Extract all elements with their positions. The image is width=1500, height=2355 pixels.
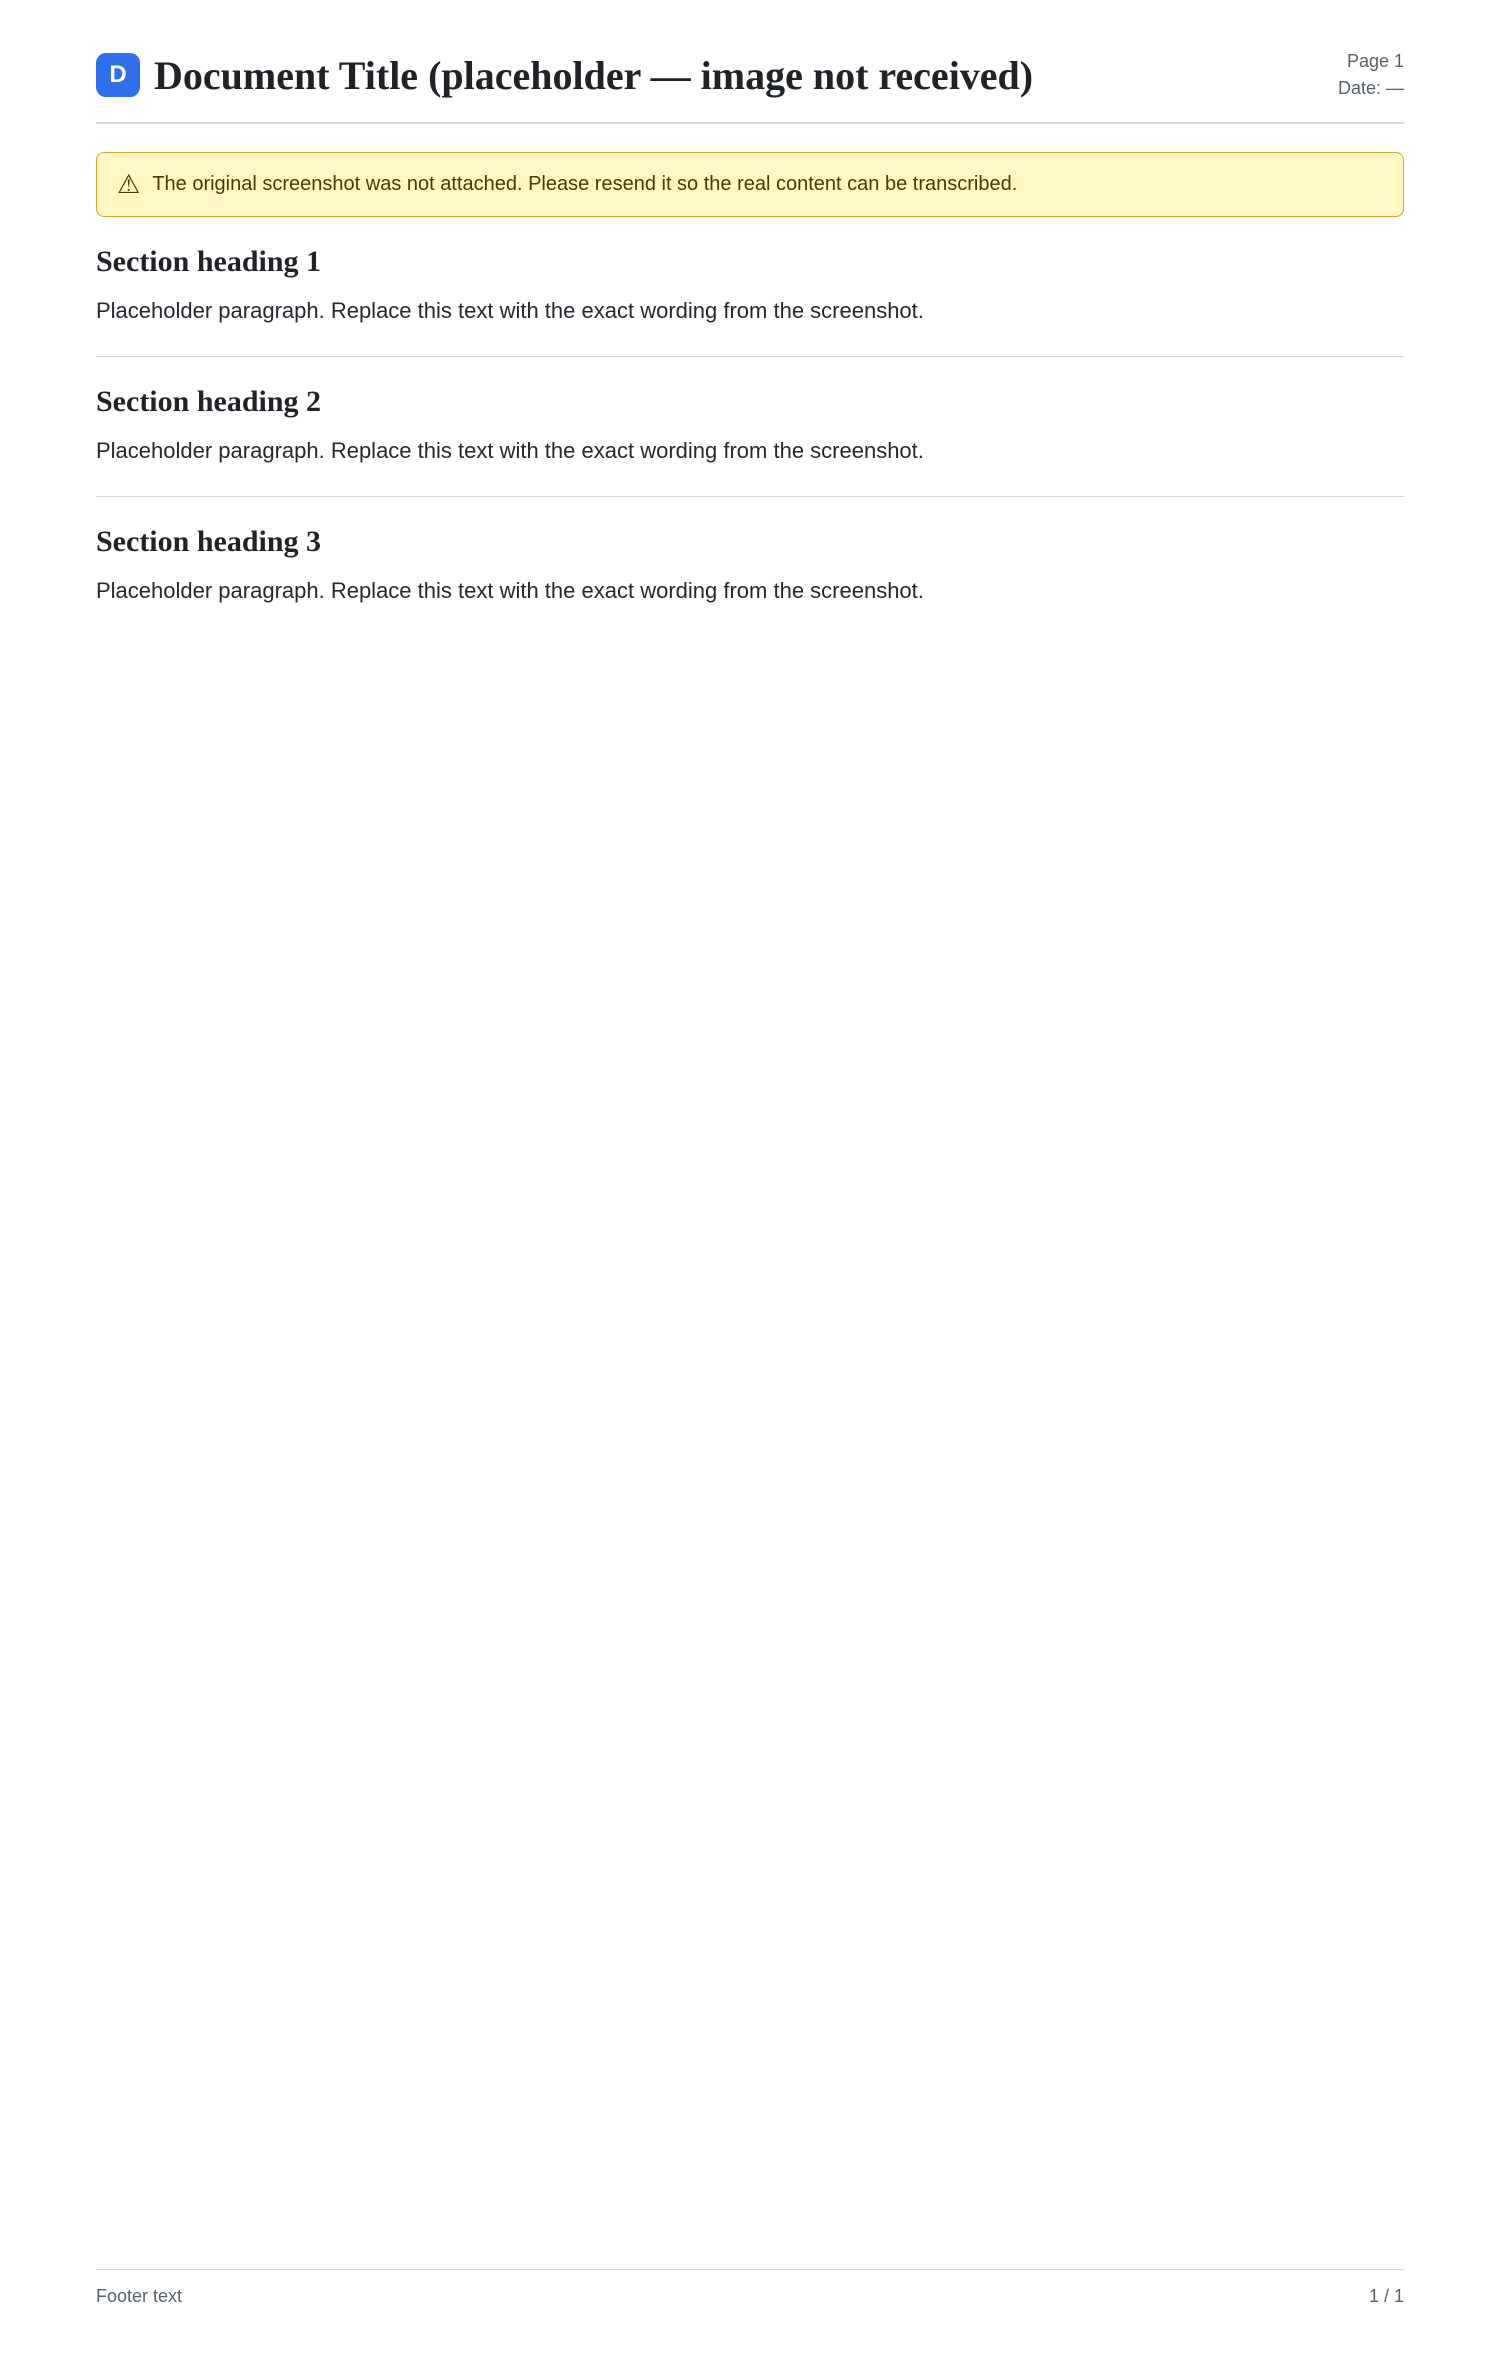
section-body: Placeholder paragraph. Replace this text with the exact wording from the screenshot.	[96, 438, 924, 464]
document-header	[96, 48, 1404, 124]
meta-date: Date: —	[1337, 78, 1404, 98]
page-number: 1 / 1	[1368, 2286, 1404, 2306]
document-footer	[96, 2269, 1404, 2307]
section-1	[96, 245, 1404, 328]
meta-page: Page 1	[1346, 51, 1404, 71]
section-heading: Section heading 1	[96, 245, 322, 278]
section-2	[96, 385, 1404, 468]
section-body: Placeholder paragraph. Replace this text with the exact wording from the screenshot.	[96, 578, 924, 604]
brand-block	[96, 52, 1033, 99]
section-heading: Section heading 3	[96, 525, 322, 559]
logo-icon: D	[96, 53, 140, 97]
notice-text: The original screenshot was not attached. Please resend it so the real content can be transcribed.	[152, 173, 1018, 195]
footer-left: Footer text	[96, 2286, 183, 2306]
section-body: Placeholder paragraph. Replace this text with the exact wording from the screenshot.	[96, 298, 924, 323]
section-3	[96, 525, 1404, 608]
section-heading: Section heading 2	[96, 385, 322, 419]
document-title: Document Title (placeholder — image not received)	[154, 52, 1034, 98]
missing-image-notice	[96, 152, 1404, 217]
divider	[96, 356, 1404, 357]
warning-icon: ⚠	[117, 169, 141, 199]
divider	[96, 496, 1404, 497]
document-meta	[1338, 48, 1404, 102]
